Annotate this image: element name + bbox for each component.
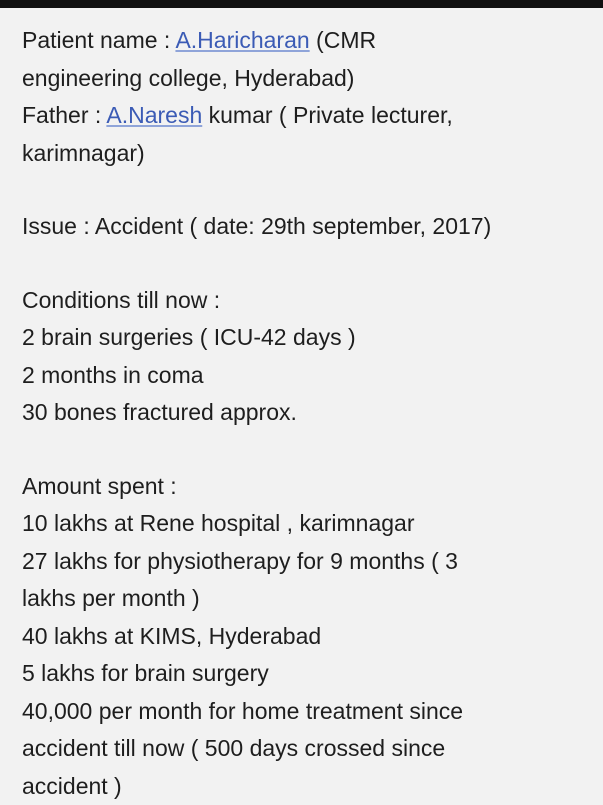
condition-item: 2 brain surgeries ( ICU-42 days ): [22, 319, 597, 357]
spacer: [22, 172, 597, 208]
spacer: [22, 432, 597, 468]
father-location-line: karimnagar): [22, 135, 597, 173]
patient-name-link[interactable]: A.Haricharan: [175, 27, 309, 53]
patient-name-line: [22, 22, 597, 60]
amount-line: 27 lakhs for physiotherapy for 9 months ( 3: [22, 543, 597, 581]
father-line: [22, 97, 597, 135]
amount-heading: Amount spent :: [22, 468, 597, 506]
amount-line: lakhs per month ): [22, 580, 597, 618]
amount-line: 40,000 per month for home treatment since: [22, 693, 597, 731]
issue-line: Issue : Accident ( date: 29th september, 2017): [22, 208, 597, 246]
father-name-rest: kumar ( Private lecturer,: [202, 102, 453, 128]
condition-item: 2 months in coma: [22, 357, 597, 395]
amount-line: accident till now ( 500 days crossed since: [22, 730, 597, 768]
top-bar: [0, 0, 603, 8]
patient-label: Patient name :: [22, 27, 175, 53]
patient-college-line: engineering college, Hyderabad): [22, 60, 597, 98]
father-name-link[interactable]: A.Naresh: [106, 102, 202, 128]
spacer: [22, 246, 597, 282]
patient-name-rest: (CMR: [310, 27, 376, 53]
condition-item: 30 bones fractured approx.: [22, 394, 597, 432]
amount-line: accident ): [22, 768, 597, 805]
message-body: [22, 22, 597, 805]
father-label: Father :: [22, 102, 106, 128]
amount-line: 5 lakhs for brain surgery: [22, 655, 597, 693]
amount-line: 10 lakhs at Rene hospital , karimnagar: [22, 505, 597, 543]
conditions-heading: Conditions till now :: [22, 282, 597, 320]
amount-line: 40 lakhs at KIMS, Hyderabad: [22, 618, 597, 656]
